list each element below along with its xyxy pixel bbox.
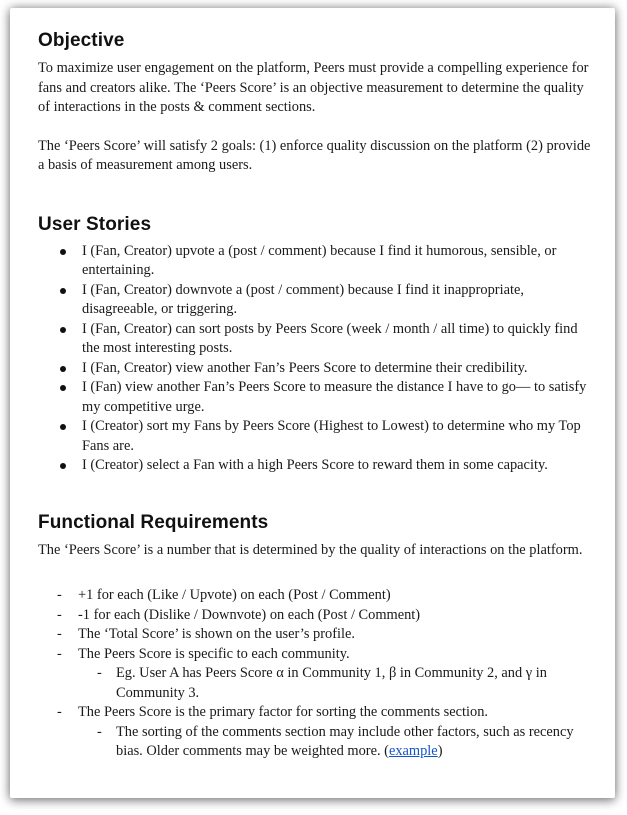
list-item [78,645,598,704]
user-stories-list [38,242,598,476]
sub-list-item: - Eg. User A has Peers Score α in Community 1, β in Community 2, and γ in Community 3. [116,664,598,703]
list-item-text: The Peers Score is the primary factor for sorting the comments section. [78,704,489,720]
list-item-text: The Peers Score is specific to each community. [78,645,350,662]
list-item: I (Fan, Creator) can sort posts by Peers Score (week / month / all time) to quickly find the most interesting posts. [82,320,598,359]
closing-paren: ) [437,743,443,759]
list-item: I (Creator) select a Fan with a high Peers Score to reward them in some capacity. [82,456,598,476]
document-content [38,26,598,762]
list-item: I (Fan, Creator) downvote a (post / comment) because I find it inappropriate, disagreeable, or triggering. [82,281,598,320]
list-item: I (Fan, Creator) upvote a (post / comment) because I find it humorous, sensible, or entertaining. [82,242,598,281]
list-item: I (Creator) sort my Fans by Peers Score (Highest to Lowest) to determine who my Top Fans are. [82,417,598,456]
list-item: I (Fan, Creator) view another Fan’s Peers Score to determine their credibility. [82,359,598,379]
list-item: - -1 for each (Dislike / Downvote) on each (Post / Comment) [78,606,598,626]
objective-paragraph-2: The ‘Peers Score’ will satisfy 2 goals: (1) enforce quality discussion on the platform (2) provide a basis of measurement among users. [38,137,591,173]
user-stories-heading: User Stories [38,213,152,235]
list-item: - The ‘Total Score’ is shown on the user’s profile. [78,625,598,645]
objective-heading: Objective [38,30,125,51]
functional-requirements-heading: Functional Requirements [38,511,269,533]
example-link[interactable]: example [388,743,438,759]
sub-list [78,664,598,703]
objective-paragraph-1: To maximize user engagement on the platform, Peers must provide a compelling experience for fans and creators alike. The ‘Peers Score’ is an objective measurement to determine the quality of interactions in the posts & comment sections. [38,60,589,115]
functional-requirements-list [38,586,598,762]
list-item: I (Fan) view another Fan’s Peers Score to measure the distance I have to go— to satisfy my competitive urge. [82,378,598,417]
list-item [78,703,598,762]
list-item: - +1 for each (Like / Upvote) on each (Post / Comment) [78,586,598,606]
document-page [10,8,615,798]
sub-list-item-text: The sorting of the comments section may include other factors, such as recency bias. Older comments may be weighted more. ( [116,723,574,759]
functional-intro: The ‘Peers Score’ is a number that is determined by the quality of interactions on the platform. [38,541,583,558]
sub-list [78,723,598,762]
sub-list-item [116,723,598,762]
